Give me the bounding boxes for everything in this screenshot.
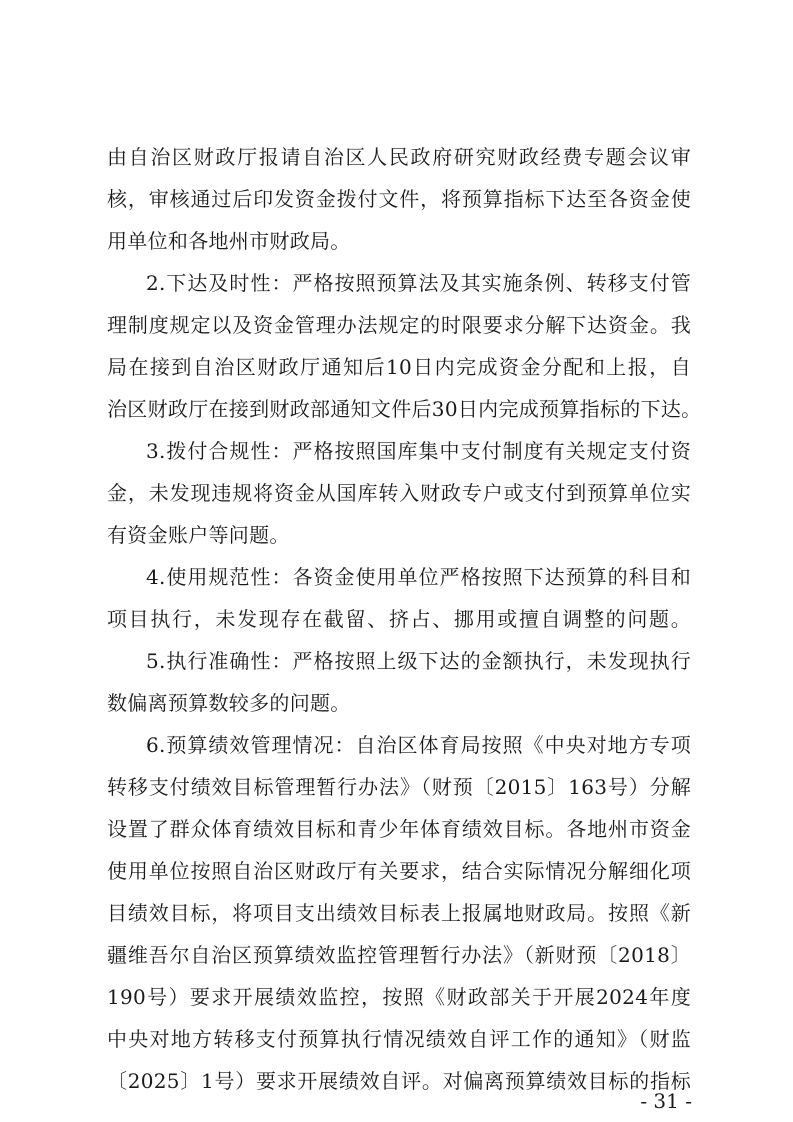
paragraph-6-line-2: 转移支付绩效目标管理暂行办法》（财预〔2015〕163号）分解: [107, 775, 691, 799]
paragraph-4-line-1: 4.使用规范性：各资金使用单位严格按照下达预算的科目和: [146, 565, 691, 589]
page-number: - 31 -: [640, 1089, 692, 1113]
paragraph-6-line-3: 设置了群众体育绩效目标和青少年体育绩效目标。各地州市资金: [107, 817, 691, 841]
paragraph-6-line-5: 目绩效目标，将项目支出绩效目标表上报属地财政局。按照《新: [107, 901, 691, 925]
paragraph-2-line-3: 局在接到自治区财政厅通知后10日内完成资金分配和上报，自: [107, 355, 691, 379]
paragraph-6-line-7: 190号）要求开展绩效监控，按照《财政部关于开展2024年度: [107, 985, 691, 1009]
paragraph-2-line-1: 2.下达及时性：严格按照预算法及其实施条例、转移支付管: [146, 271, 691, 295]
paragraph-5-line-2: 数偏离预算数较多的问题。: [107, 691, 351, 715]
paragraph-6-line-6: 疆维吾尔自治区预算绩效监控管理暂行办法》（新财预〔2018〕: [107, 943, 691, 967]
paragraph-6-line-4: 使用单位按照自治区财政厅有关要求，结合实际情况分解细化项: [107, 859, 691, 883]
paragraph-6-line-1: 6.预算绩效管理情况：自治区体育局按照《中央对地方专项: [146, 733, 691, 757]
body-text-line-2: 核，审核通过后印发资金拨付文件，将预算指标下达至各资金使: [107, 187, 691, 211]
paragraph-2-line-4: 治区财政厅在接到财政部通知文件后30日内完成预算指标的下达。: [107, 397, 702, 421]
paragraph-6-line-9: 〔2025〕1号）要求开展绩效自评。对偏离预算绩效目标的指标: [107, 1069, 691, 1093]
body-text-line-3: 用单位和各地州市财政局。: [107, 229, 351, 253]
body-text-line-1: 由自治区财政厅报请自治区人民政府研究财政经费专题会议审: [107, 145, 691, 169]
paragraph-3-line-3: 有资金账户等问题。: [107, 523, 290, 547]
paragraph-3-line-1: 3.拨付合规性：严格按照国库集中支付制度有关规定支付资: [146, 439, 691, 463]
paragraph-6-line-8: 中央对地方转移支付预算执行情况绩效自评工作的通知》（财监: [107, 1027, 691, 1051]
paragraph-2-line-2: 理制度规定以及资金管理办法规定的时限要求分解下达资金。我: [107, 313, 691, 337]
paragraph-4-line-2: 项目执行，未发现存在截留、挤占、挪用或擅自调整的问题。: [107, 607, 691, 631]
paragraph-3-line-2: 金，未发现违规将资金从国库转入财政专户或支付到预算单位实: [107, 481, 691, 505]
paragraph-5-line-1: 5.执行准确性：严格按照上级下达的金额执行，未发现执行: [146, 649, 691, 673]
